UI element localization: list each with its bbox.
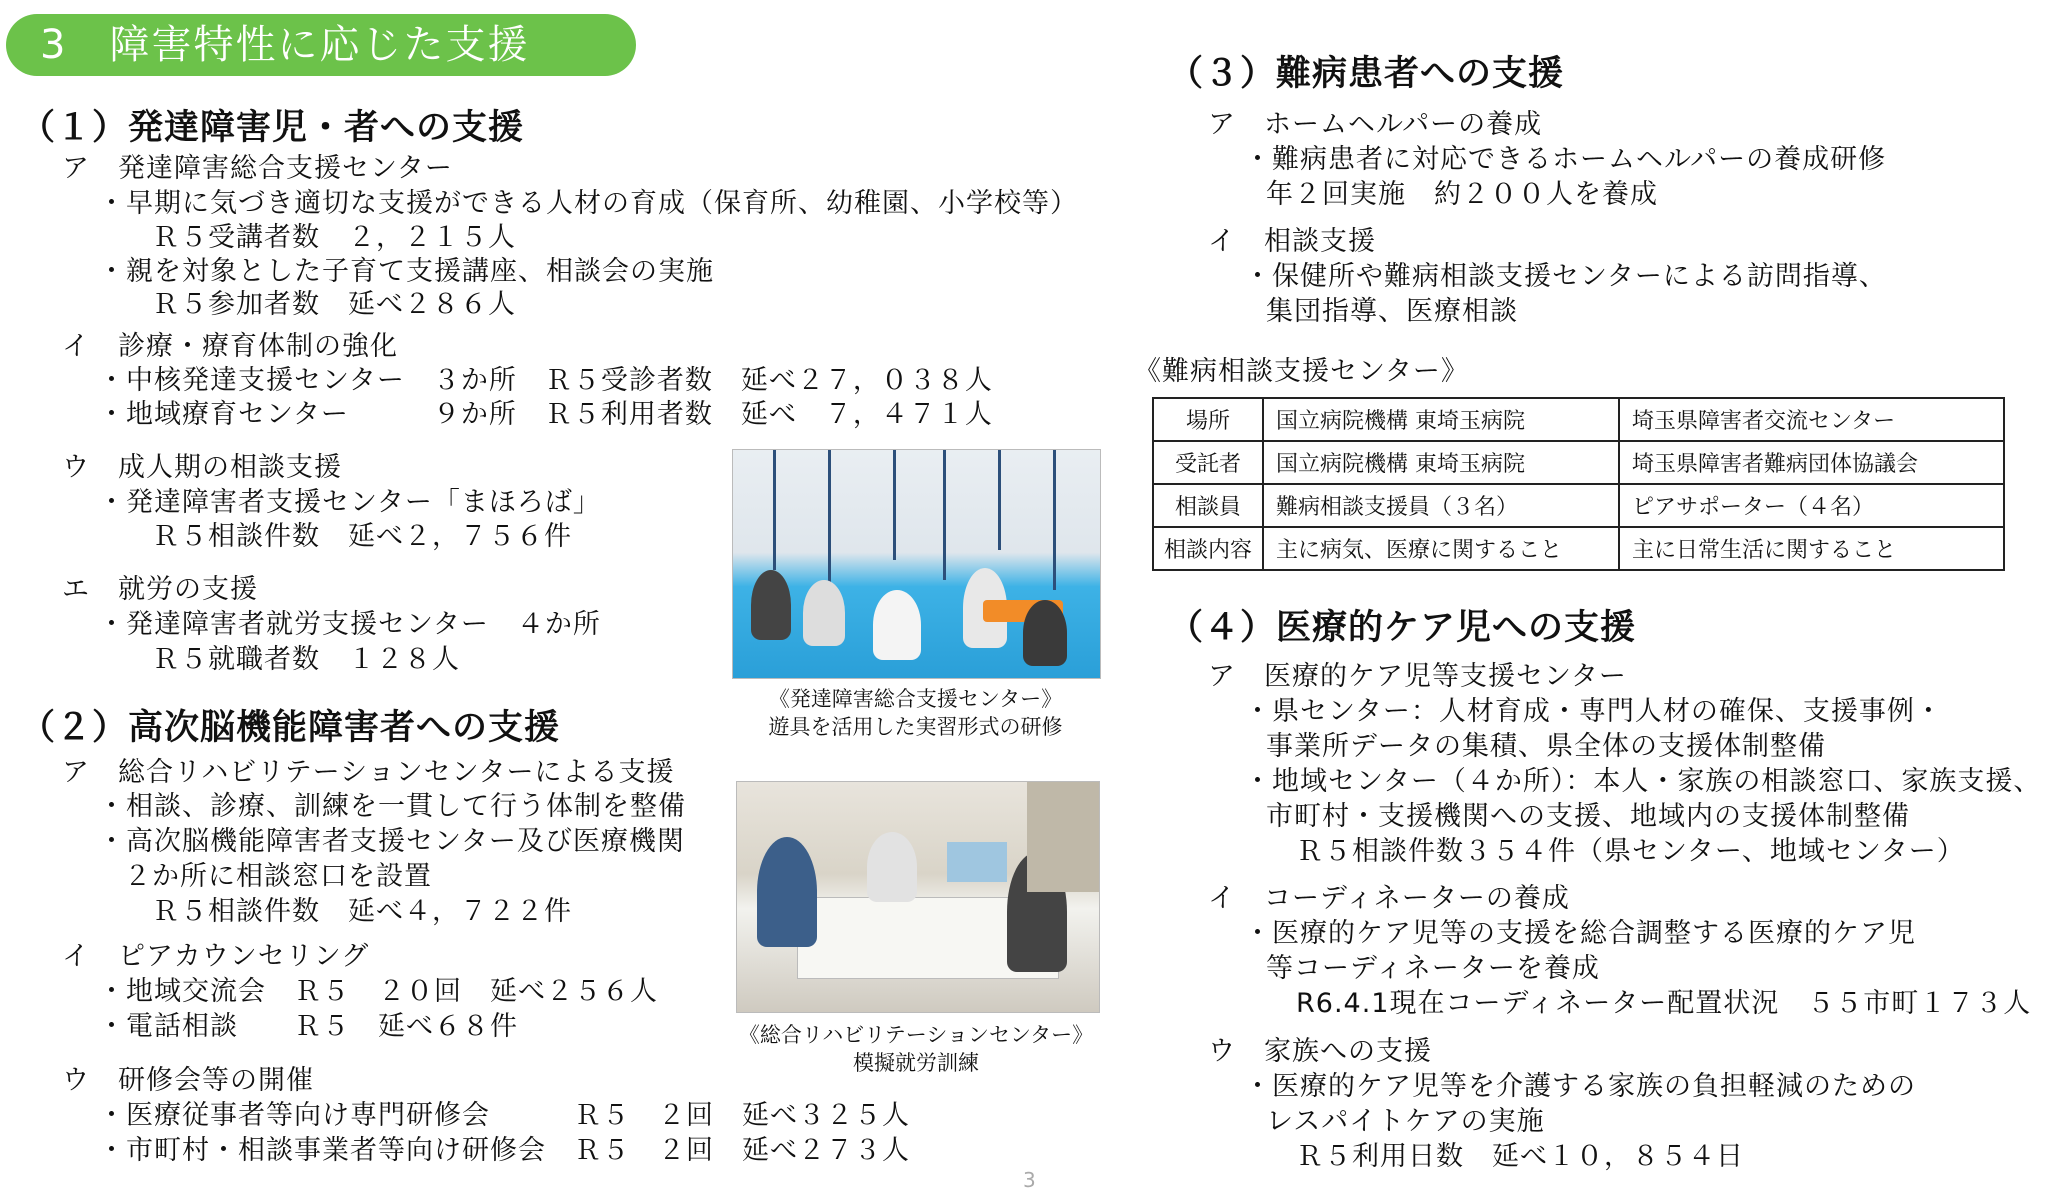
page-number: 3 bbox=[1023, 1168, 1036, 1192]
table-title: 《難病相談支援センター》 bbox=[1134, 356, 1469, 387]
item-line: ・地域療育センター ９か所 Ｒ５利用者数 延べ ７，４７１人 bbox=[98, 399, 993, 430]
item-line: ２か所に相談窓口を設置 bbox=[124, 861, 432, 892]
item-line: 等コーディネーターを養成 bbox=[1266, 953, 1600, 984]
heading-brain-injury: （２）高次脳機能障害者への支援 bbox=[20, 708, 561, 748]
item-title: イ 診療・療育体制の強化 bbox=[62, 331, 398, 362]
item-line: ・保健所や難病相談支援センターによる訪問指導、 bbox=[1244, 261, 1887, 292]
item-line: ・医療従事者等向け専門研修会 Ｒ５ ２回 延べ３２５人 bbox=[98, 1100, 910, 1131]
item-line: ・相談、診療、訓練を一貫して行う体制を整備 bbox=[98, 791, 686, 822]
item-title: ウ 成人期の相談支援 bbox=[62, 452, 342, 483]
table-cell: 難病相談支援員（３名） bbox=[1263, 484, 1619, 527]
item-line: ・地域交流会 Ｒ５ ２０回 延べ２５６人 bbox=[98, 976, 658, 1007]
item-line: ・高次脳機能障害者支援センター及び医療機関 bbox=[98, 826, 685, 857]
item-title: ウ 研修会等の開催 bbox=[62, 1065, 314, 1096]
support-center-table bbox=[1152, 397, 2005, 571]
item-line: ・医療的ケア児等を介護する家族の負担軽減のための bbox=[1244, 1071, 1916, 1102]
table-cell: 国立病院機構 東埼玉病院 bbox=[1263, 398, 1619, 441]
photo-caption: 《総合リハビリテーションセンター》 bbox=[738, 1023, 1094, 1047]
item-line: Ｒ５参加者数 延べ２８６人 bbox=[152, 289, 516, 320]
photo-caption: 遊具を活用した実習形式の研修 bbox=[768, 715, 1063, 739]
item-line: Ｒ５利用日数 延べ１０，８５４日 bbox=[1296, 1141, 1744, 1172]
table-cell: 埼玉県障害者難病団体協議会 bbox=[1619, 441, 2004, 484]
table-cell: 国立病院機構 東埼玉病院 bbox=[1263, 441, 1619, 484]
item-line: レスパイトケアの実施 bbox=[1266, 1106, 1545, 1137]
item-line: ・市町村・相談事業者等向け研修会 Ｒ５ ２回 延べ２７３人 bbox=[98, 1135, 910, 1166]
heading-medical-care-children: （４）医療的ケア児への支援 bbox=[1168, 608, 1637, 648]
item-line: ・中核発達支援センター ３か所 Ｒ５受診者数 延べ２７，０３８人 bbox=[98, 365, 993, 396]
table-row bbox=[1153, 527, 2004, 570]
section-banner: 3 障害特性に応じた支援 bbox=[6, 14, 636, 76]
photo-training-playground bbox=[732, 449, 1101, 679]
row-header: 相談員 bbox=[1153, 484, 1263, 527]
table-cell: 主に病気、医療に関すること bbox=[1263, 527, 1619, 570]
photo-caption: 模擬就労訓練 bbox=[853, 1051, 979, 1075]
item-line: ・発達障害者支援センター「まほろば」 bbox=[98, 487, 601, 518]
item-line: Ｒ５就職者数 １２８人 bbox=[152, 644, 460, 675]
item-line: Ｒ５相談件数 延べ２，７５６件 bbox=[152, 521, 572, 552]
item-title: イ コーディネーターの養成 bbox=[1208, 883, 1570, 914]
table-cell: 埼玉県障害者交流センター bbox=[1619, 398, 2004, 441]
item-line: ・医療的ケア児等の支援を総合調整する医療的ケア児 bbox=[1244, 918, 1916, 949]
item-line: 市町村・支援機関への支援、地域内の支援体制整備 bbox=[1266, 801, 1910, 832]
item-line: Ｒ５相談件数３５４件（県センター、地域センター） bbox=[1296, 836, 1965, 867]
item-line: ・電話相談 Ｒ５ 延べ６８件 bbox=[98, 1011, 518, 1042]
item-line: 年２回実施 約２００人を養成 bbox=[1266, 179, 1658, 210]
item-title: ウ 家族への支援 bbox=[1208, 1036, 1432, 1067]
item-line: R6.4.1現在コーディネーター配置状況 ５５市町１７３人 bbox=[1296, 988, 2032, 1019]
item-line: ・親を対象とした子育て支援講座、相談会の実施 bbox=[98, 256, 714, 287]
item-title: ア ホームヘルパーの養成 bbox=[1208, 109, 1543, 140]
heading-developmental: （１）発達障害児・者への支援 bbox=[20, 108, 525, 148]
heading-intractable-disease: （３）難病患者への支援 bbox=[1168, 54, 1565, 94]
item-title: イ ピアカウンセリング bbox=[62, 941, 370, 972]
item-line: 事業所データの集積、県全体の支援体制整備 bbox=[1266, 731, 1826, 762]
item-line: Ｒ５受講者数 ２，２１５人 bbox=[152, 222, 516, 253]
item-line: ・早期に気づき適切な支援ができる人材の育成（保育所、幼稚園、小学校等） bbox=[98, 188, 1078, 219]
item-line: ・難病患者に対応できるホームヘルパーの養成研修 bbox=[1244, 144, 1887, 175]
item-line: ・県センター：人材育成・専門人材の確保、支援事例・ bbox=[1244, 696, 1943, 727]
photo-caption: 《発達障害総合支援センター》 bbox=[768, 687, 1063, 711]
table-cell: 主に日常生活に関すること bbox=[1619, 527, 2004, 570]
item-line: ・発達障害者就労支援センター ４か所 bbox=[98, 609, 601, 640]
item-title: イ 相談支援 bbox=[1208, 226, 1376, 257]
table-row bbox=[1153, 484, 2004, 527]
row-header: 場所 bbox=[1153, 398, 1263, 441]
row-header: 相談内容 bbox=[1153, 527, 1263, 570]
item-line: Ｒ５相談件数 延べ４，７２２件 bbox=[152, 896, 572, 927]
item-title: ア 発達障害総合支援センター bbox=[62, 153, 453, 184]
table-row bbox=[1153, 441, 2004, 484]
photo-work-training bbox=[736, 781, 1100, 1013]
item-line: 集団指導、医療相談 bbox=[1266, 296, 1518, 327]
table-cell: ピアサポーター（４名） bbox=[1619, 484, 2004, 527]
item-title: ア 医療的ケア児等支援センター bbox=[1208, 661, 1627, 692]
table-row bbox=[1153, 398, 2004, 441]
item-line: ・地域センター（４か所）：本人・家族の相談窓口、家族支援、 bbox=[1244, 766, 2042, 797]
row-header: 受託者 bbox=[1153, 441, 1263, 484]
item-title: ア 総合リハビリテーションセンターによる支援 bbox=[62, 757, 675, 788]
item-title: エ 就労の支援 bbox=[62, 574, 258, 605]
